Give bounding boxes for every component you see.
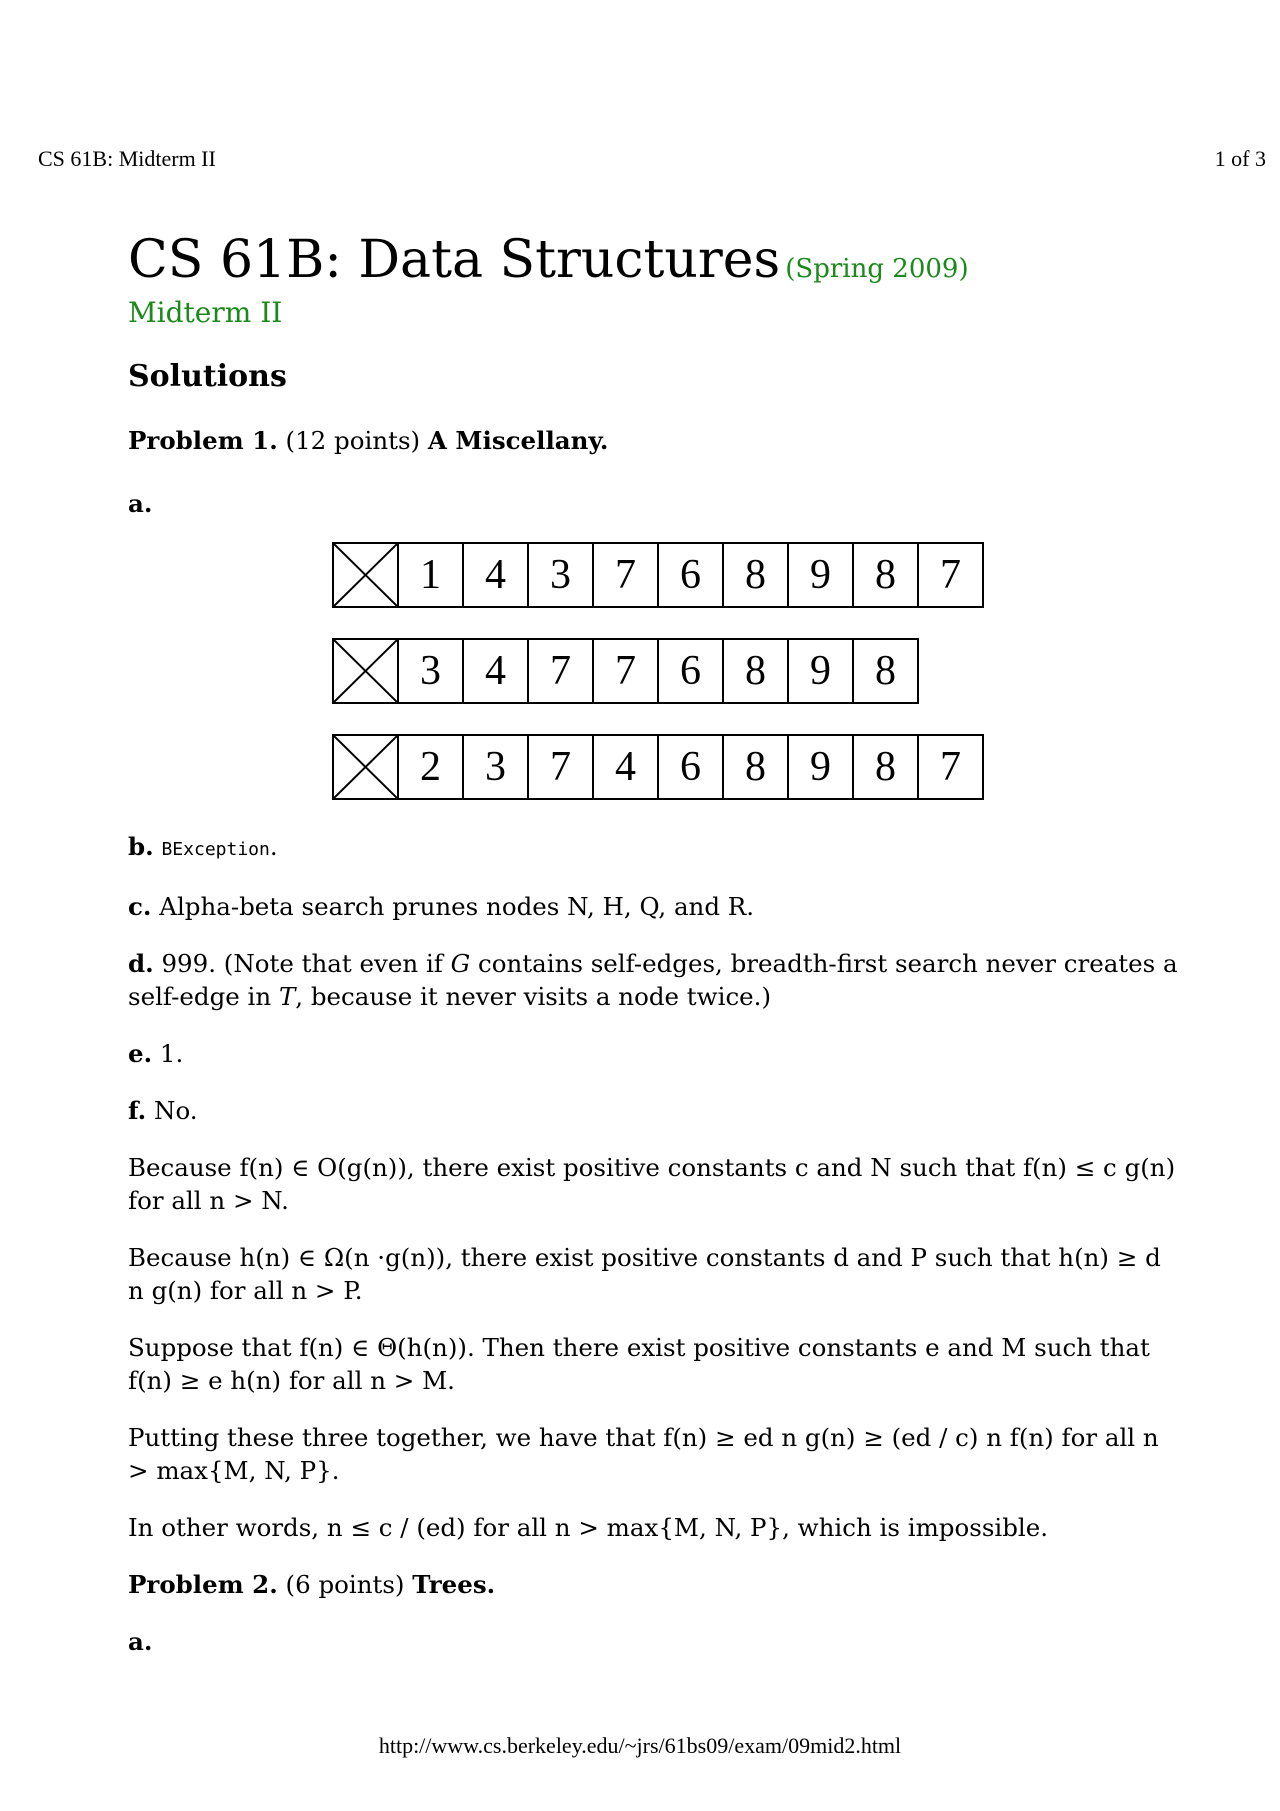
part-d-var-t: T <box>278 982 296 1011</box>
problem-2-points: (6 points) <box>285 1570 405 1599</box>
unused-index-cell <box>332 734 399 800</box>
proof-paragraph-4: Putting these three together, we have that f(n) ≥ ed n g(n) ≥ (ed / c) n f(n) for all n > max{M, N, P}. <box>128 1423 1159 1485</box>
array-cell: 8 <box>722 542 789 608</box>
array-cell: 7 <box>592 638 659 704</box>
part-b <box>128 830 1178 866</box>
heap-array-2 <box>332 638 1178 700</box>
array-cell: 3 <box>527 542 594 608</box>
part-d-label: d. <box>128 949 154 978</box>
array-cell: 4 <box>462 638 529 704</box>
unused-index-cell <box>332 638 399 704</box>
problem-2-title: Trees. <box>412 1570 496 1599</box>
unused-index-cell <box>332 542 399 608</box>
array-cell: 4 <box>592 734 659 800</box>
part-d-var-g: G <box>450 949 471 978</box>
proof-paragraph-5: In other words, n ≤ c / (ed) for all n > max{M, N, P}, which is impossible. <box>128 1513 1049 1542</box>
array-cell: 9 <box>787 638 854 704</box>
part-d-text-1: 999. (Note that even if <box>161 949 443 978</box>
part-c-label: c. <box>128 892 152 921</box>
array-cell: 9 <box>787 542 854 608</box>
part-d-text-3: , because it never visits a node twice.) <box>295 982 772 1011</box>
array-cell: 4 <box>462 542 529 608</box>
part-b-label: b. <box>128 832 154 861</box>
part-c <box>128 890 1178 923</box>
array-cell: 6 <box>657 638 724 704</box>
part-b-period: . <box>269 832 278 861</box>
part-b-code: BException <box>161 839 270 860</box>
array-cell: 1 <box>397 542 464 608</box>
page-number: 1 of 3 <box>1214 146 1266 171</box>
problem-2-part-a-label: a. <box>128 1627 153 1656</box>
array-cell: 6 <box>657 734 724 800</box>
array-cell: 7 <box>527 638 594 704</box>
problem-2-heading <box>128 1568 1178 1601</box>
part-d <box>128 947 1178 1013</box>
part-e-text: 1. <box>159 1039 184 1068</box>
array-cell: 8 <box>852 638 919 704</box>
part-d-text-2: contains self-edges, breadth-first search never creates a self-edge in <box>128 949 1178 1011</box>
page-header-title: CS 61B: Midterm II <box>38 146 216 171</box>
part-f-label: f. <box>128 1096 147 1125</box>
array-cell: 2 <box>397 734 464 800</box>
problem-2-label: Problem 2. <box>128 1570 278 1599</box>
title-row <box>128 230 1178 290</box>
array-cell: 8 <box>722 734 789 800</box>
solutions-heading: Solutions <box>128 359 287 394</box>
course-title: CS 61B: Data Structures <box>128 230 781 290</box>
problem-1-label: Problem 1. <box>128 426 278 455</box>
array-cell: 7 <box>917 542 984 608</box>
part-e-label: e. <box>128 1039 153 1068</box>
part-a-label: a. <box>128 489 153 518</box>
proof-paragraph-3: Suppose that f(n) ∈ Θ(h(n)). Then there exist positive constants e and M such that f(n) ≥ e h(n) for all n > M. <box>128 1333 1150 1395</box>
array-cell: 7 <box>917 734 984 800</box>
problem-1-title: A Miscellany. <box>427 426 609 455</box>
part-f-text: No. <box>154 1096 198 1125</box>
proof-paragraph-2: Because h(n) ∈ Ω(n ·g(n)), there exist positive constants d and P such that h(n) ≥ d n g(n) for all n > P. <box>128 1243 1161 1305</box>
array-cell: 7 <box>592 542 659 608</box>
part-f <box>128 1094 1178 1127</box>
array-cell: 8 <box>852 734 919 800</box>
part-e <box>128 1037 1178 1070</box>
array-cell: 3 <box>397 638 464 704</box>
array-cell: 6 <box>657 542 724 608</box>
array-cell: 7 <box>527 734 594 800</box>
part-c-text: Alpha-beta search prunes nodes N, H, Q, and R. <box>159 892 755 921</box>
heap-array-3 <box>332 734 1178 796</box>
heap-array-1 <box>332 542 1178 604</box>
array-cell: 9 <box>787 734 854 800</box>
array-cell: 8 <box>722 638 789 704</box>
page-footer-url: http://www.cs.berkeley.edu/~jrs/61bs09/exam/09mid2.html <box>378 1733 902 1758</box>
problem-1-points: (12 points) <box>285 426 421 455</box>
proof-paragraph-1: Because f(n) ∈ O(g(n)), there exist positive constants c and N such that f(n) ≤ c g(n) for all n > N. <box>128 1153 1176 1215</box>
term-label: (Spring 2009) <box>785 254 969 284</box>
heap-arrays <box>332 542 1178 796</box>
problem-1-heading <box>128 424 1178 457</box>
array-cell: 8 <box>852 542 919 608</box>
document-body <box>128 230 1178 1658</box>
exam-subtitle: Midterm II <box>128 296 283 329</box>
array-cell: 3 <box>462 734 529 800</box>
